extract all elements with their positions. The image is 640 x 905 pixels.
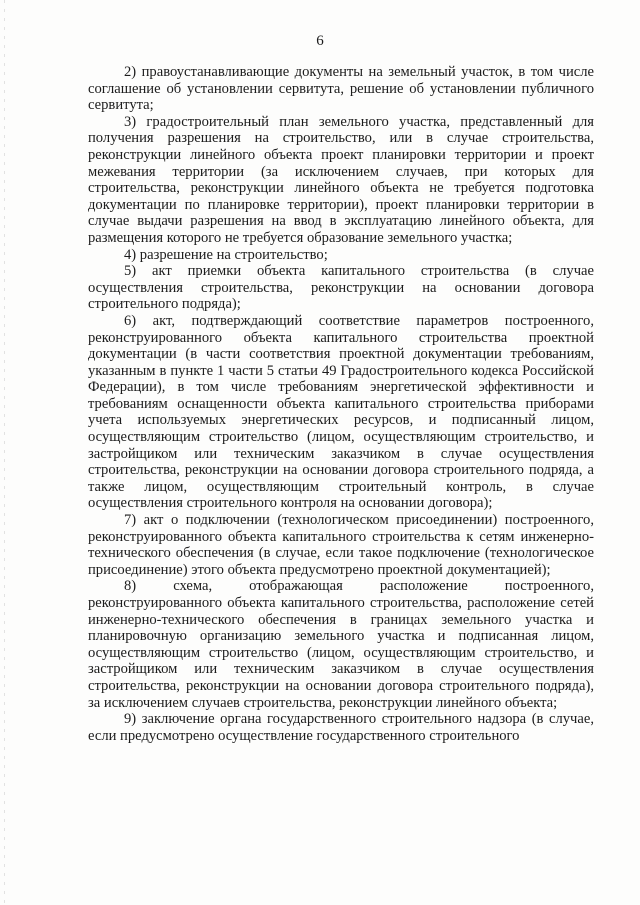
scan-edge-artifact (4, 0, 5, 905)
list-item-2: 2) правоустанавливающие документы на земельный участок, в том числе соглашение об установлении сервитута, решение об установлении публичного сервитута; (88, 64, 594, 114)
list-item-5: 5) акт приемки объекта капитального строительства (в случае осуществления строительства, реконструкции на основании договора строительного подряда); (88, 263, 594, 313)
page-number: 6 (316, 33, 324, 49)
list-item-4: 4) разрешение на строительство; (124, 246, 328, 263)
list-item-6: 6) акт, подтверждающий соответствие параметров построенного, реконструированного объекта капитального строительства проектной документации (в части соответствия проектной документации требованиям, указанным в пункте 1 части 5 статьи 49 Градостроительного кодекса Российской Федерации), в том числе требованиям энергетической эффективности и требованиям оснащенности объекта капитального строительства приборами учета используемых энергетических ресурсов, и подписанный лицом, осуществляющим строительство (лицом, осуществляющим строительство, и застройщиком или техническим заказчиком в случае осуществления строительства, реконструкции на основании договора строительного подряда, а также лицом, осуществляющим строительный контроль, в случае осуществления строительного контроля на основании договора); (88, 312, 594, 512)
list-item-9: 9) заключение органа государственного строительного надзора (в случае, если предусмотрено осуществление государственного строительного (88, 711, 594, 744)
document-body (88, 64, 594, 744)
list-item-3: 3) градостроительный план земельного участка, представленный для получения разрешения на строительство, или в случае строительства, реконструкции линейного объекта проект планировки территории и проект межевания территории (за исключением случаев, при которых для строительства, реконструкции линейного объекта не требуется подготовка документации по планировке территории), проект планировки территории в случае выдачи разрешения на ввод в эксплуатацию линейного объекта, для размещения которого не требуется образование земельного участка; (88, 113, 594, 246)
list-item-7: 7) акт о подключении (технологическом присоединении) построенного, реконструированного объекта капитального строительства к сетям инженерно-технического обеспечения (в случае, если такое подключение (технологическое присоединение) этого объекта предусмотрено проектной документацией); (88, 512, 594, 578)
list-item-8: 8) схема, отображающая расположение построенного, реконструированного объекта капитального строительства, расположение сетей инженерно-технического обеспечения в границах земельного участка и планировочную организацию земельного участка и подписанная лицом, осуществляющим строительство (лицом, осуществляющим строительство, и застройщиком или техническим заказчиком в случае осуществления строительства, реконструкции на основании договора строительного подряда), за исключением случаев строительства, реконструкции линейного объекта; (88, 578, 594, 711)
